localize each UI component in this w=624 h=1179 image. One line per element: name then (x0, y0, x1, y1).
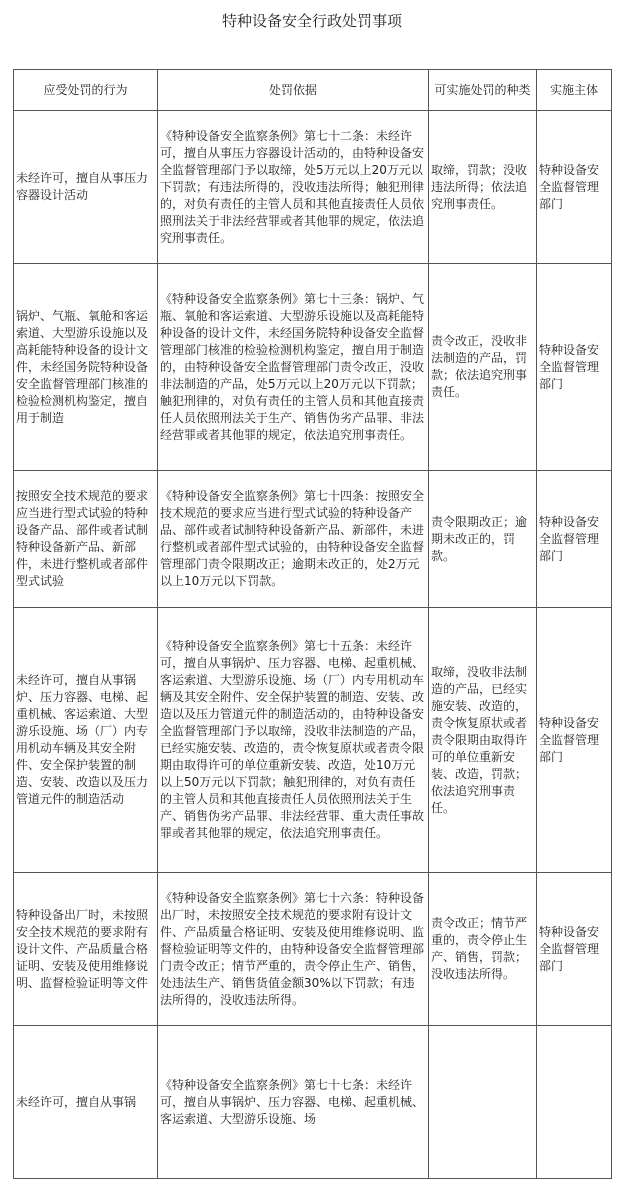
cell-authority: 特种设备安全监督管理部门 (537, 264, 612, 471)
cell-behavior: 未经许可，擅自从事锅 (14, 1026, 158, 1179)
cell-penalty: 责令限期改正；逾期未改正的，罚款。 (429, 471, 537, 608)
cell-behavior: 未经许可，擅自从事压力容器设计活动 (14, 111, 158, 264)
table-row (14, 471, 612, 608)
cell-behavior: 按照安全技术规范的要求应当进行型式试验的特种设备产品、部件或者试制特种设备新产品、新部件，未进行整机或者部件型式试验 (14, 471, 158, 608)
table-row (14, 111, 612, 264)
cell-penalty: 责令改正；情节严重的，责令停止生产、销售，罚款；没收违法所得。 (429, 873, 537, 1026)
cell-authority: 特种设备安全监督管理部门 (537, 608, 612, 873)
cell-basis: 《特种设备安全监察条例》第七十五条：未经许可，擅自从事锅炉、压力容器、电梯、起重机械、客运索道、大型游乐设施、场（厂）内专用机动车辆及其安全附件、安全保护装置的制造、安装、改造以及压力管道元件的制造活动的，由特种设备安全监督管理部门予以取缔，没收非法制造的产品，已经实施安装、改造的，责令恢复原状或者责令限期由取得许可的单位重新安装、改造，处10万元以上50万元以下罚款；触犯刑律的，对负有责任的主管人员和其他直接责任人员依照刑法关于生产、销售伪劣产品罪、非法经营罪、重大责任事故罪或者其他罪的规定，依法追究刑事责任。 (158, 608, 429, 873)
header-basis: 处罚依据 (158, 70, 429, 111)
cell-behavior: 特种设备出厂时，未按照安全技术规范的要求附有设计文件、产品质量合格证明、安装及使用维修说明、监督检验证明等文件 (14, 873, 158, 1026)
penalty-table (13, 69, 612, 1179)
header-behavior: 应受处罚的行为 (14, 70, 158, 111)
cell-penalty: 取缔，罚款；没收违法所得；依法追究刑事责任。 (429, 111, 537, 264)
cell-basis: 《特种设备安全监察条例》第七十三条：锅炉、气瓶、氧舱和客运索道、大型游乐设施以及高耗能特种设备的设计文件，未经国务院特种设备安全监督管理部门核准的检验检测机构鉴定，擅自用于制造的，由特种设备安全监督管理部门责令改正，没收非法制造的产品，处5万元以上20万元以下罚款；触犯刑律的，对负有责任的主管人员和其他直接责任人员依照刑法关于生产、销售伪劣产品罪、非法经营罪或者其他罪的规定，依法追究刑事责任。 (158, 264, 429, 471)
table-row (14, 264, 612, 471)
cell-authority: 特种设备安全监督管理部门 (537, 111, 612, 264)
cell-authority: 特种设备安全监督管理部门 (537, 873, 612, 1026)
cell-authority: 特种设备安全监督管理部门 (537, 471, 612, 608)
cell-behavior: 未经许可，擅自从事锅炉、压力容器、电梯、起重机械、客运索道、大型游乐设施、场（厂）内专用机动车辆及其安全附件、安全保护装置的制造、安装、改造以及压力管道元件的制造活动 (14, 608, 158, 873)
cell-penalty: 取缔，没收非法制造的产品，已经实施安装、改造的，责令恢复原状或者责令限期由取得许可的单位重新安装、改造，罚款；依法追究刑事责任。 (429, 608, 537, 873)
cell-basis: 《特种设备安全监察条例》第七十二条：未经许可，擅自从事压力容器设计活动的，由特种设备安全监督管理部门予以取缔，处5万元以上20万元以下罚款；有违法所得的，没收违法所得；触犯刑律的，对负有责任的主管人员和其他直接责任人员依照刑法关于非法经营罪或者其他罪的规定，依法追究刑事责任。 (158, 111, 429, 264)
page-title: 特种设备安全行政处罚事项 (221, 12, 402, 30)
cell-penalty: 责令改正，没收非法制造的产品，罚款；依法追究刑事责任。 (429, 264, 537, 471)
table-row (14, 873, 612, 1026)
cell-basis: 《特种设备安全监察条例》第七十六条：特种设备出厂时，未按照安全技术规范的要求附有设计文件、产品质量合格证明、安装及使用维修说明、监督检验证明等文件的，由特种设备安全监督管理部门责令改正；情节严重的，责令停止生产、销售，处违法生产、销售货值金额30%以下罚款；有违法所得的，没收违法所得。 (158, 873, 429, 1026)
cell-behavior: 锅炉、气瓶、氧舱和客运索道、大型游乐设施以及高耗能特种设备的设计文件，未经国务院特种设备安全监督管理部门核准的检验检测机构鉴定，擅自用于制造 (14, 264, 158, 471)
cell-basis: 《特种设备安全监察条例》第七十七条：未经许可，擅自从事锅炉、压力容器、电梯、起重机械、客运索道、大型游乐设施、场 (158, 1026, 429, 1179)
table-header-row (14, 70, 612, 111)
header-penalty-type: 可实施处罚的种类 (429, 70, 537, 111)
header-authority: 实施主体 (537, 70, 612, 111)
table-row (14, 1026, 612, 1179)
table-row (14, 608, 612, 873)
cell-basis: 《特种设备安全监察条例》第七十四条：按照安全技术规范的要求应当进行型式试验的特种设备产品、部件或者试制特种设备新产品、新部件，未进行整机或者部件型式试验的，由特种设备安全监督管理部门责令限期改正；逾期未改正的，处2万元以上10万元以下罚款。 (158, 471, 429, 608)
cell-authority (537, 1026, 612, 1179)
cell-penalty (429, 1026, 537, 1179)
